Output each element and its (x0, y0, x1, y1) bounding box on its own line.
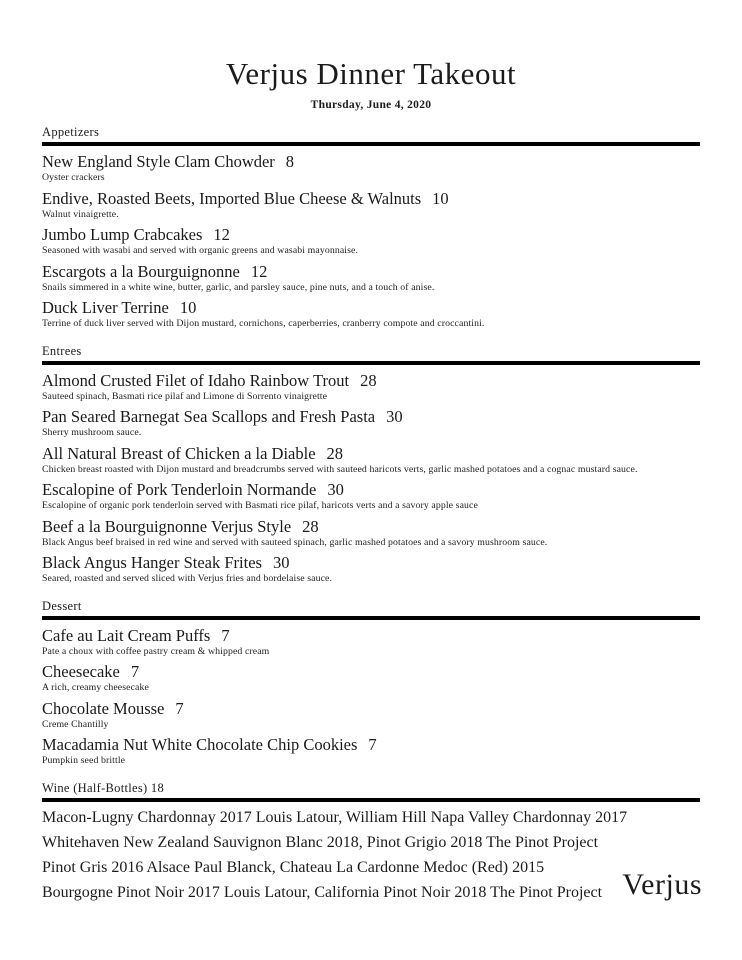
item-description: Pate a choux with coffee pastry cream & whipped cream (42, 645, 270, 657)
item-price: 8 (285, 152, 295, 171)
item-price: 10 (432, 188, 449, 208)
menu-item (42, 480, 700, 512)
item-price: 28 (360, 370, 377, 390)
wine-line: Bourgogne Pinot Noir 2017 Louis Latour, California Pinot Noir 2018 The Pinot Project (42, 883, 603, 901)
item-description: Pumpkin seed brittle (42, 755, 126, 766)
item-description: Walnut vinaigrette. (42, 208, 119, 220)
menu-item (42, 699, 700, 731)
page-title: Verjus Dinner Takeout (225, 56, 517, 91)
item-description: Sauteed spinach, Basmati rice pilaf and Limone di Sorrento vinaigrette (42, 390, 328, 402)
item-name: Cheesecake (42, 662, 120, 681)
item-description: Sherry mushroom sauce. (42, 427, 142, 438)
item-price: 30 (386, 407, 403, 426)
menu-item (42, 189, 700, 221)
item-description: Black Angus beef braised in red wine and served with sauteed spinach, garlic mashed potatoes and a savory mushroom sauce. (42, 536, 548, 548)
section-dessert (42, 598, 700, 767)
section-heading: Appetizers (42, 125, 100, 139)
section-heading: Dessert (42, 598, 82, 613)
section-divider (42, 616, 700, 620)
restaurant-logo-text: Verjus (622, 868, 702, 901)
menu-item (42, 225, 700, 257)
item-description: Terrine of duck liver served with Dijon mustard, cornichons, caperberries, cranberry compote and croccantini. (42, 318, 485, 329)
item-name: Chocolate Mousse (42, 698, 165, 718)
menu-item (42, 152, 700, 184)
wine-line: Macon-Lugny Chardonnay 2017 Louis Latour, William Hill Napa Valley Chardonnay 2017 (42, 808, 628, 826)
section-divider (42, 361, 700, 365)
menu-item (42, 444, 700, 476)
item-name: Escalopine of Pork Tenderloin Normande (42, 480, 317, 499)
item-name: Black Angus Hanger Steak Frites (42, 553, 262, 572)
item-description: A rich, creamy cheesecake (42, 682, 149, 693)
item-price: 7 (368, 735, 377, 754)
item-name: All Natural Breast of Chicken a la Diable (42, 443, 316, 463)
menu-item (42, 298, 700, 330)
item-name: Endive, Roasted Beets, Imported Blue Cheese & Walnuts (42, 188, 422, 208)
item-description: Seasoned with wasabi and served with organic greens and wasabi mayonnaise. (42, 245, 359, 256)
item-description: Creme Chantilly (42, 718, 109, 730)
item-description: Snails simmered in a white wine, butter, garlic, and parsley sauce, pine nuts, and a touch of anise. (42, 281, 435, 293)
item-price: 28 (302, 516, 319, 536)
item-name: Macadamia Nut White Chocolate Chip Cookies (42, 735, 358, 754)
item-name: New England Style Clam Chowder (42, 152, 275, 171)
menu-item (42, 262, 700, 294)
menu-item (42, 517, 700, 549)
item-description: Oyster crackers (42, 172, 105, 183)
item-name: Escargots a la Bourguignonne (42, 261, 240, 281)
menu-item (42, 735, 700, 767)
item-name: Beef a la Bourguignonne Verjus Style (42, 516, 292, 536)
section-divider (42, 142, 700, 146)
item-name: Almond Crusted Filet of Idaho Rainbow Trout (42, 370, 350, 390)
section-divider (42, 798, 700, 802)
wine-line: Pinot Gris 2016 Alsace Paul Blanck, Chateau La Cardonne Medoc (Red) 2015 (42, 858, 545, 876)
menu-date: Thursday, June 4, 2020 (310, 99, 432, 111)
item-description: Escalopine of organic pork tenderloin served with Basmati rice pilaf, haricots verts and a savory apple sauce (42, 500, 478, 511)
section-appetizers (42, 124, 700, 330)
menu-item (42, 371, 700, 403)
item-description: Seared, roasted and served sliced with Verjus fries and bordelaise sauce. (42, 573, 333, 584)
item-price: 12 (250, 261, 268, 281)
item-price: 28 (326, 443, 344, 463)
item-price: 10 (179, 298, 197, 317)
item-name: Pan Seared Barnegat Sea Scallops and Fresh Pasta (42, 407, 376, 426)
item-price: 30 (327, 480, 344, 499)
menu-item (42, 407, 700, 439)
item-name: Jumbo Lump Crabcakes (42, 225, 203, 244)
section-heading: Wine (Half-Bottles) 18 (42, 780, 165, 795)
item-price: 7 (130, 662, 140, 681)
section-heading: Entrees (42, 343, 82, 358)
section-entrees (42, 343, 700, 585)
item-price: 7 (175, 698, 184, 718)
item-name: Cafe au Lait Cream Puffs (42, 625, 211, 645)
menu-item (42, 553, 700, 585)
menu-item (42, 662, 700, 694)
item-price: 12 (213, 225, 230, 244)
section-wine (42, 780, 700, 902)
item-description: Chicken breast roasted with Dijon mustard and breadcrumbs served with sauteed haricots verts, garlic mashed potatoes and a cognac mustard sauce. (42, 463, 638, 475)
wine-line: Whitehaven New Zealand Sauvignon Blanc 2018, Pinot Grigio 2018 The Pinot Project (42, 833, 599, 851)
item-price: 7 (221, 625, 230, 645)
item-price: 30 (272, 553, 290, 572)
item-name: Duck Liver Terrine (42, 298, 169, 317)
menu-item (42, 626, 700, 658)
